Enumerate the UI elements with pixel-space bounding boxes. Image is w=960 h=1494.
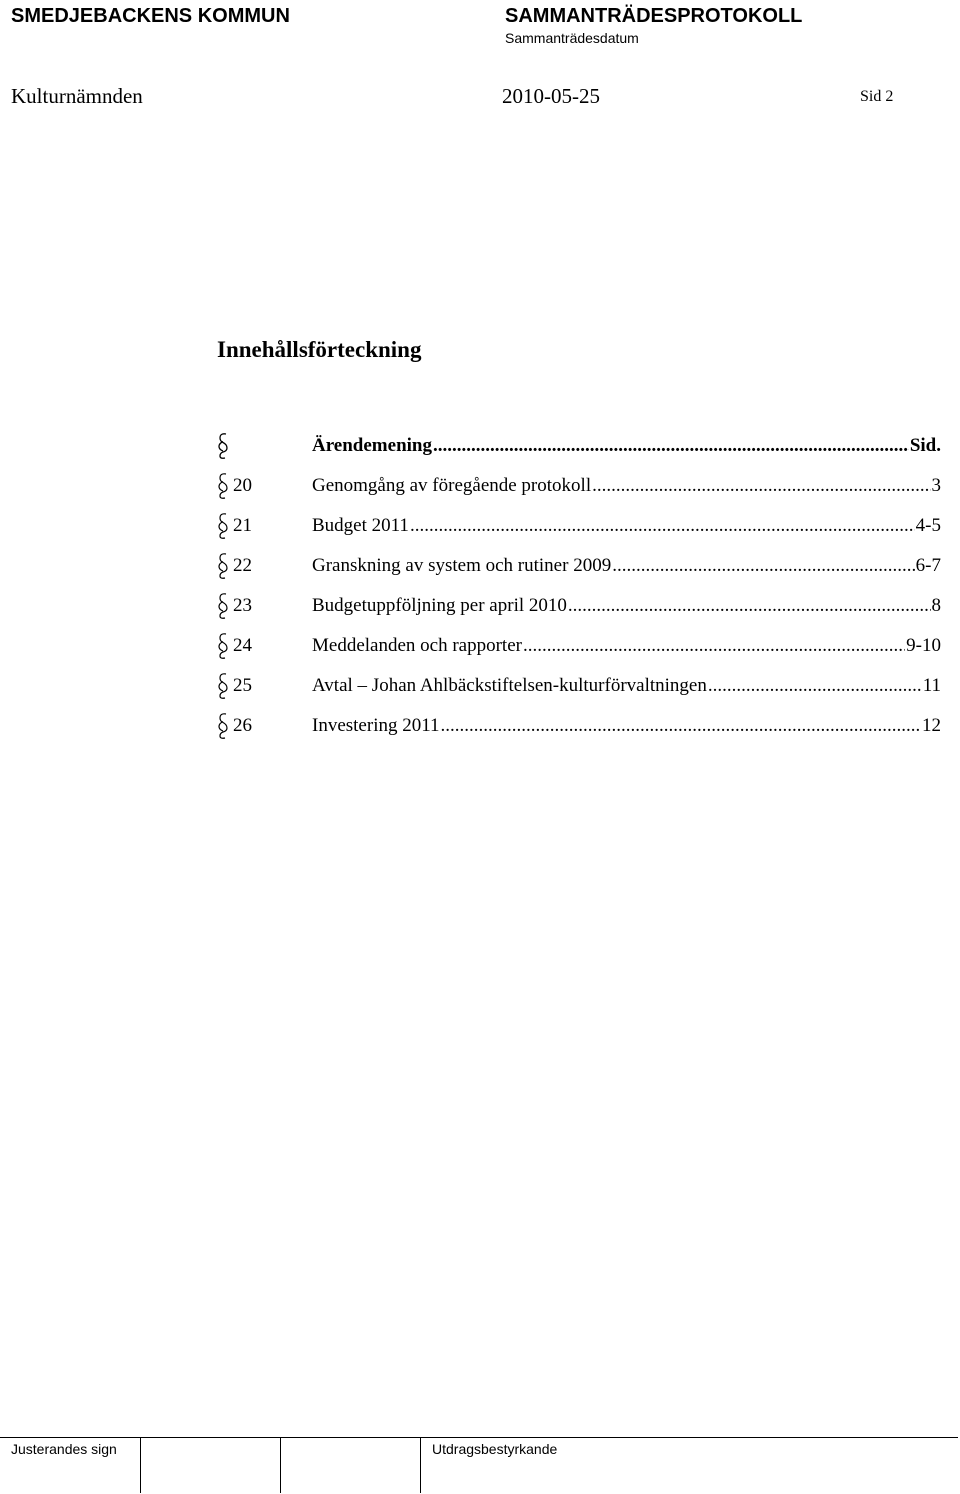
toc-title: Innehållsförteckning — [217, 337, 422, 362]
section-sign-icon — [217, 710, 231, 742]
toc-entry-page: 3 — [931, 475, 941, 496]
section-sign-icon — [217, 550, 231, 582]
toc-heading-row — [217, 426, 941, 466]
section-sign-icon — [217, 590, 231, 622]
certification-label: Utdragsbestyrkande — [432, 1441, 558, 1457]
signature-box — [280, 1438, 281, 1493]
toc-heading-page: Sid. — [909, 435, 941, 456]
toc-entry — [217, 546, 941, 586]
toc-leader — [708, 675, 922, 697]
meeting-date-label: Sammanträdesdatum — [505, 30, 639, 46]
toc-entry-number: 21 — [233, 515, 252, 536]
toc-leader — [568, 595, 931, 617]
toc-entry — [217, 506, 941, 546]
toc-entry-number: 20 — [233, 475, 252, 496]
toc-entry-page: 8 — [931, 595, 941, 616]
toc-entry-number: 23 — [233, 595, 252, 616]
section-sign-icon — [217, 630, 231, 662]
document-type: SAMMANTRÄDESPROTOKOLL — [505, 5, 803, 27]
signature-box — [140, 1438, 141, 1493]
toc-entry-page: 4-5 — [915, 515, 941, 536]
toc-leader — [433, 435, 909, 457]
organization-name: SMEDJEBACKENS KOMMUN — [11, 5, 290, 27]
toc-entry-page: 12 — [922, 715, 941, 736]
committee-name: Kulturnämnden — [11, 84, 143, 108]
toc-entry-number: 24 — [233, 635, 252, 656]
toc-entry-page: 6-7 — [915, 555, 941, 576]
table-of-contents — [217, 426, 941, 746]
page-number: Sid 2 — [860, 88, 894, 105]
toc-leader — [441, 715, 921, 737]
toc-leader — [592, 475, 930, 497]
toc-entry-title[interactable]: Budgetuppföljning per april 2010 — [312, 595, 567, 616]
toc-entry-title[interactable]: Genomgång av föregående protokoll — [312, 475, 592, 496]
meeting-date: 2010-05-25 — [502, 84, 600, 108]
toc-heading-title: Ärendemening — [312, 435, 432, 456]
toc-entry — [217, 466, 941, 506]
toc-entry-page: 11 — [922, 675, 941, 696]
toc-entry — [217, 586, 941, 626]
section-sign-icon — [217, 510, 231, 542]
toc-entry-title[interactable]: Meddelanden och rapporter — [312, 635, 522, 656]
toc-leader — [612, 555, 914, 577]
toc-entry — [217, 626, 941, 666]
toc-entry-number: 25 — [233, 675, 252, 696]
toc-entry-title[interactable]: Investering 2011 — [312, 715, 440, 736]
section-sign-icon — [217, 430, 231, 462]
certification-box — [420, 1438, 558, 1493]
signature-footer — [0, 1437, 958, 1493]
toc-entry-title[interactable]: Budget 2011 — [312, 515, 409, 536]
section-sign-icon — [217, 470, 231, 502]
signers-label: Justerandes sign — [11, 1441, 117, 1457]
toc-leader — [523, 635, 905, 657]
toc-entry-number: 22 — [233, 555, 252, 576]
toc-entry — [217, 666, 941, 706]
toc-entry-page: 9-10 — [906, 635, 941, 656]
toc-entry-title[interactable]: Granskning av system och rutiner 2009 — [312, 555, 612, 576]
toc-entry-title[interactable]: Avtal – Johan Ahlbäckstiftelsen-kulturförvaltningen — [312, 675, 707, 696]
toc-entry — [217, 706, 941, 746]
section-sign-icon — [217, 670, 231, 702]
toc-leader — [410, 515, 915, 537]
toc-entry-number: 26 — [233, 715, 252, 736]
